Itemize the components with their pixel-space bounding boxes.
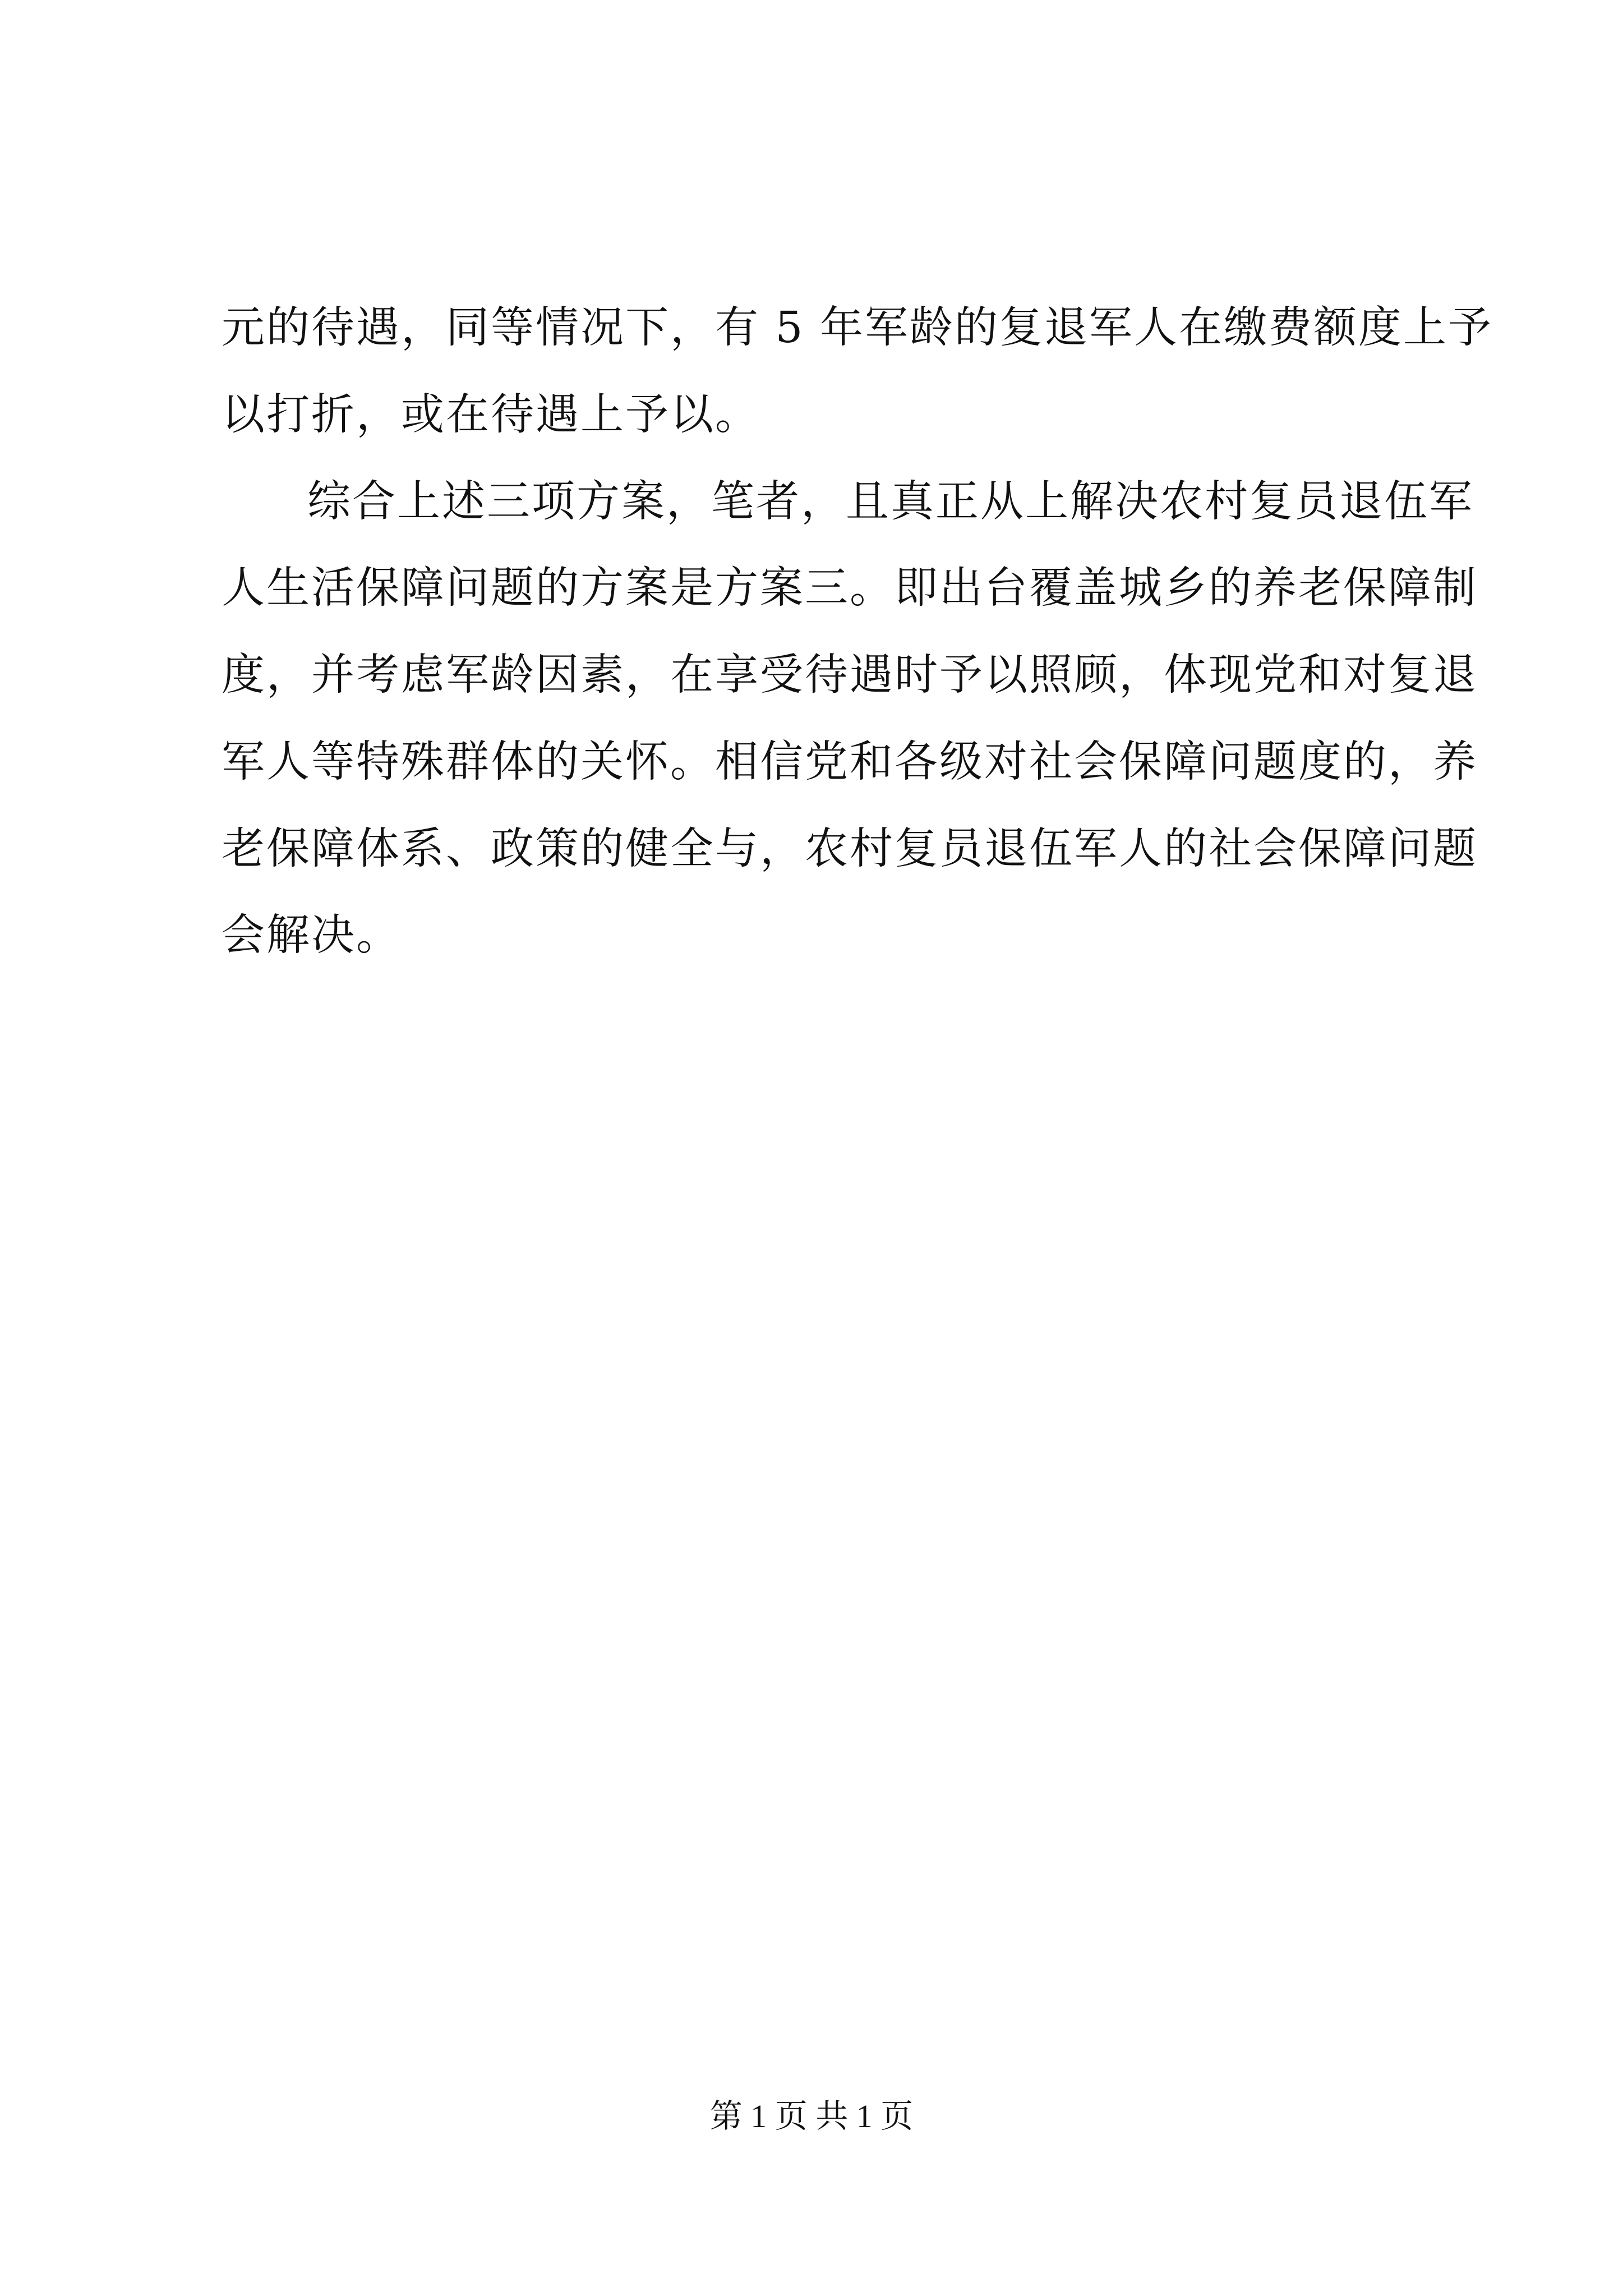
page-footer: 第 1 页 共 1 页: [709, 2098, 914, 2134]
paragraph-line: 度，并考虑军龄因素，在享受待遇时予以照顾，体现党和对复退: [222, 650, 1478, 700]
paragraph-line: 以打折，或在待遇上予以。: [222, 390, 760, 440]
paragraph-line: 老保障体系、政策的健全与，农村复员退伍军人的社会保障问题: [222, 824, 1478, 874]
paragraph-line: 人生活保障问题的方案是方案三。即出台覆盖城乡的养老保障制: [222, 563, 1478, 613]
paragraph-line: 综合上述三项方案，笔者，且真正从上解决农村复员退伍军: [307, 477, 1474, 527]
paragraph-line: 会解决。: [222, 910, 401, 960]
paragraph-line: 军人等特殊群体的关怀。相信党和各级对社会保障问题度的，养: [222, 737, 1478, 787]
paragraph-line: 元的待遇，同等情况下，有 5 年军龄的复退军人在缴费额度上予: [222, 303, 1493, 353]
